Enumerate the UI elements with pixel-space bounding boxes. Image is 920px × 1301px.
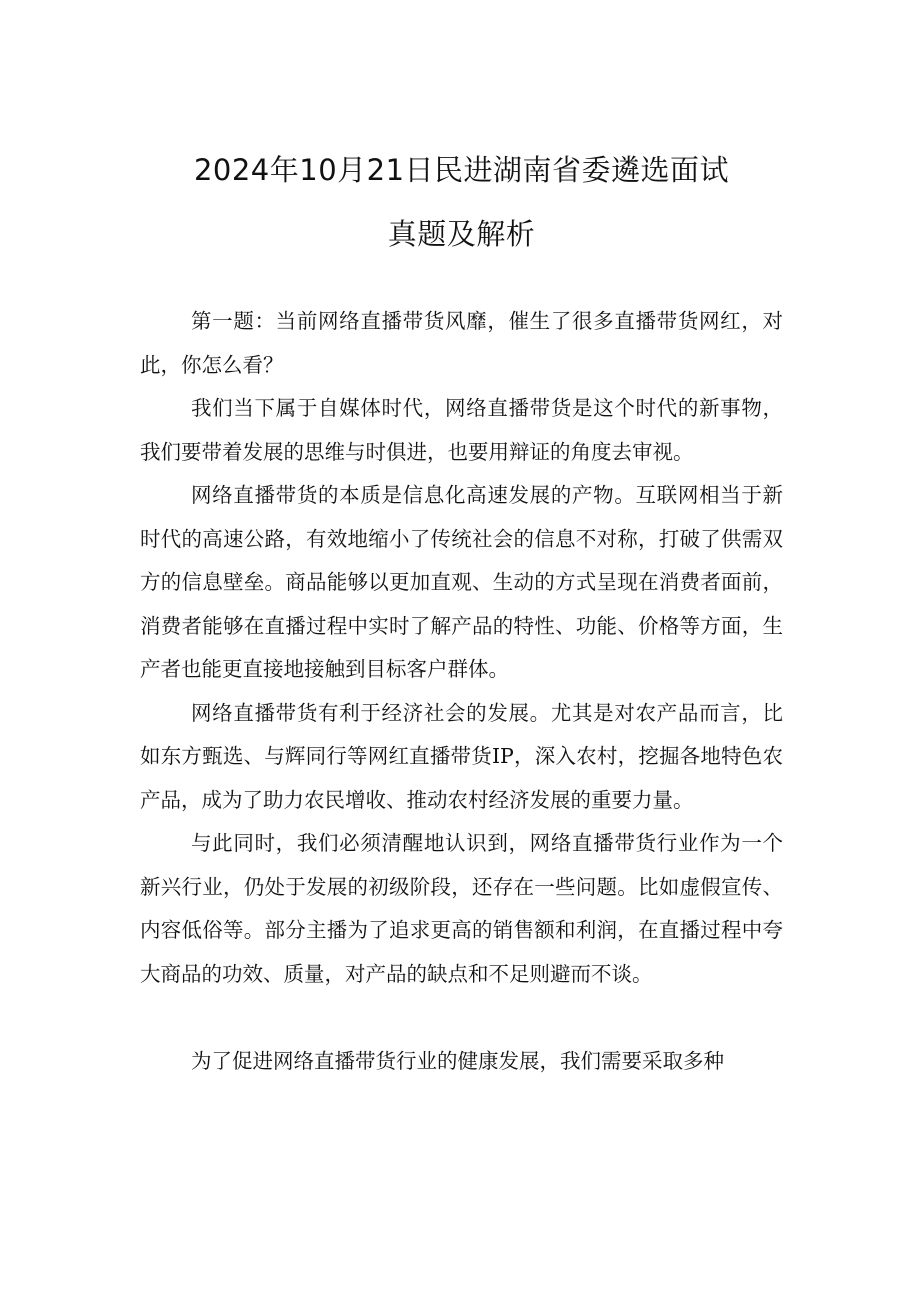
title-line-1: 2024年10月21日民进湖南省委遴选面试 — [193, 153, 730, 187]
title-line-2: 真题及解析 — [387, 217, 536, 251]
document-body — [140, 300, 783, 1084]
question-paragraph: 第一题：当前网络直播带货风靡，催生了很多直播带货网红，对此，你怎么看？ — [140, 309, 783, 377]
body-paragraph-1: 我们当下属于自媒体时代，网络直播带货是这个时代的新事物，我们要带着发展的思维与时俱进，也要用辩证的角度去审视。 — [140, 396, 783, 464]
body-paragraph-2: 网络直播带货的本质是信息化高速发展的产物。互联网相当于新时代的高速公路，有效地缩小了传统社会的信息不对称，打破了供需双方的信息壁垒。商品能够以更加直观、生动的方式呈现在消费者面前，消费者能够在直播过程中实时了解产品的特性、功能、价格等方面，生产者也能更直接地接触到目标客户群体。 — [140, 483, 783, 681]
document-title — [140, 138, 783, 266]
body-paragraph-5: 为了促进网络直播带货行业的健康发展，我们需要采取多种 — [191, 1049, 724, 1073]
body-paragraph-3: 网络直播带货有利于经济社会的发展。尤其是对农产品而言，比如东方甄选、与辉同行等网红直播带货IP，深入农村，挖掘各地特色农产品，成为了助力农民增收、推动农村经济发展的重要力量。 — [140, 700, 783, 812]
body-paragraph-4: 与此同时，我们必须清醒地认识到，网络直播带货行业作为一个新兴行业，仍处于发展的初级阶段，还存在一些问题。比如虚假宣传、内容低俗等。部分主播为了追求更高的销售额和利润，在直播过程中夸大商品的功效、质量，对产品的缺点和不足则避而不谈。 — [140, 831, 783, 986]
